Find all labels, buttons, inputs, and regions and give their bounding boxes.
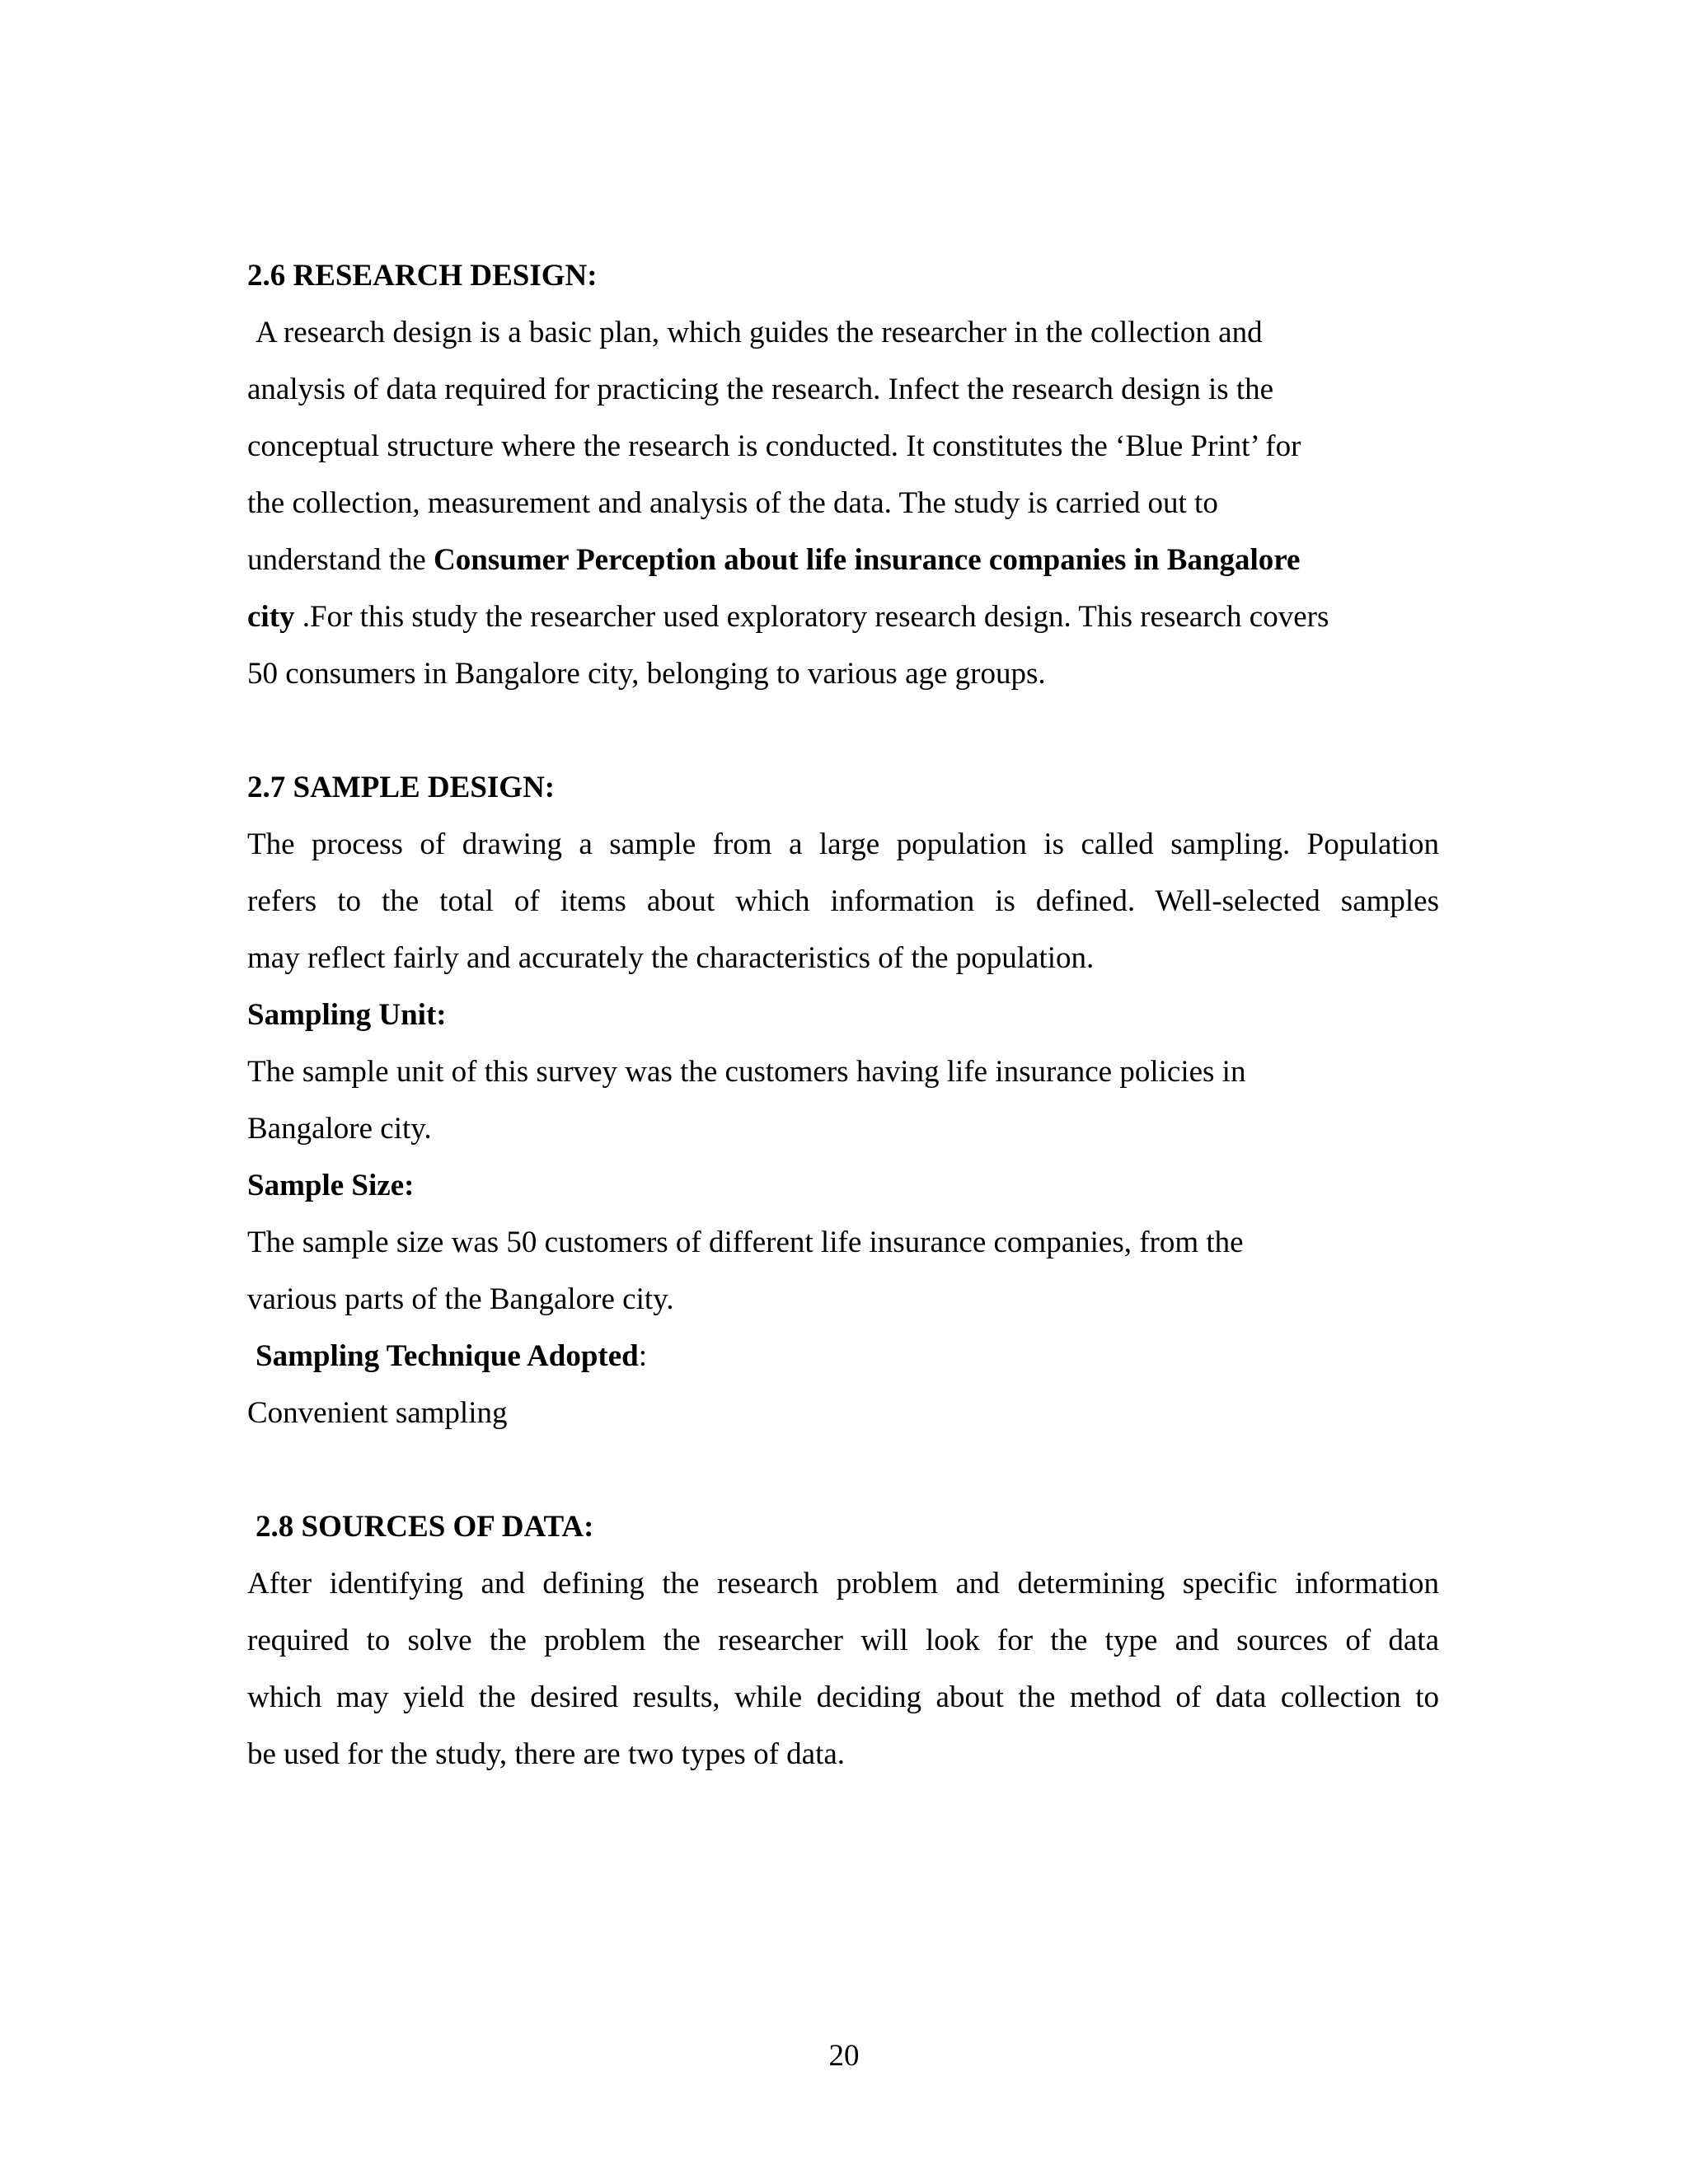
sampling-unit-line-1: The sample unit of this survey was the customers having life insurance policies in [247,1055,1246,1089]
research-design-heading: 2.6 RESEARCH DESIGN: [247,259,598,293]
research-design-line-6 [247,588,1439,645]
research-design-line-1 [247,304,1439,361]
research-design-line-7: 50 consumers in Bangalore city, belonging to various age groups. [247,657,1046,691]
sampling-technique-value: Convenient sampling [247,1396,508,1430]
sampling-technique-row [247,1328,1439,1385]
section-gap [247,702,1439,759]
research-design-line-6-post: .For this study the researcher used exploratory research design. This research covers [294,600,1329,634]
sample-size-line-1: The sample size was 50 customers of different life insurance companies, from the [247,1226,1244,1259]
sample-design-paragraph [247,816,1439,987]
sampling-unit-text [247,1043,1439,1157]
sampling-technique-label: Sampling Technique Adopted [256,1339,639,1373]
sampling-unit-line-2: Bangalore city. [247,1112,432,1146]
sources-of-data-paragraph [247,1555,1439,1783]
research-design-line-5 [247,532,1439,588]
research-design-line-1-text: A research design is a basic plan, which guides the researcher in the collection and [256,316,1263,349]
sample-design-line-2: refers to the total of items about which information is defined. Well-selected samples [247,884,1439,918]
research-design-line-4: the collection, measurement and analysis of the data. The study is carried out to [247,486,1218,520]
sources-of-data-line-1: After identifying and defining the research problem and determining specific information [247,1567,1439,1601]
research-design-paragraph [247,304,1439,702]
sources-of-data-heading-text: 2.8 SOURCES OF DATA: [256,1510,594,1544]
sources-of-data-line-3: which may yield the desired results, while deciding about the method of data collection to [247,1680,1439,1714]
sampling-technique-colon: : [638,1339,648,1373]
sample-design-heading: 2.7 SAMPLE DESIGN: [247,771,556,804]
research-design-line-3: conceptual structure where the research is conducted. It constitutes the ‘Blue Print’ for [247,429,1301,463]
sample-size-text [247,1214,1439,1328]
research-design-line-2: analysis of data required for practicing the research. Infect the research design is the [247,373,1274,406]
sample-design-line-1: The process of drawing a sample from a large population is called sampling. Population [247,827,1439,861]
sample-design-line-3: may reflect fairly and accurately the characteristics of the population. [247,941,1095,975]
page-content [247,247,1439,1783]
sources-of-data-line-4: be used for the study, there are two types of data. [247,1737,846,1771]
sources-of-data-heading [247,1498,1439,1555]
sample-size-line-2: various parts of the Bangalore city. [247,1282,674,1316]
sample-size-label: Sample Size: [247,1169,415,1202]
sampling-unit-label: Sampling Unit: [247,998,447,1032]
page-number: 20 [828,2039,860,2073]
research-design-line-5-pre: understand the [247,543,434,577]
study-topic-bold-end: city [247,600,295,634]
study-topic-bold: Consumer Perception about life insurance companies in Bangalore [434,543,1301,577]
sources-of-data-line-2: required to solve the problem the researcher will look for the type and sources of data [247,1624,1439,1657]
section-gap [247,1441,1439,1498]
